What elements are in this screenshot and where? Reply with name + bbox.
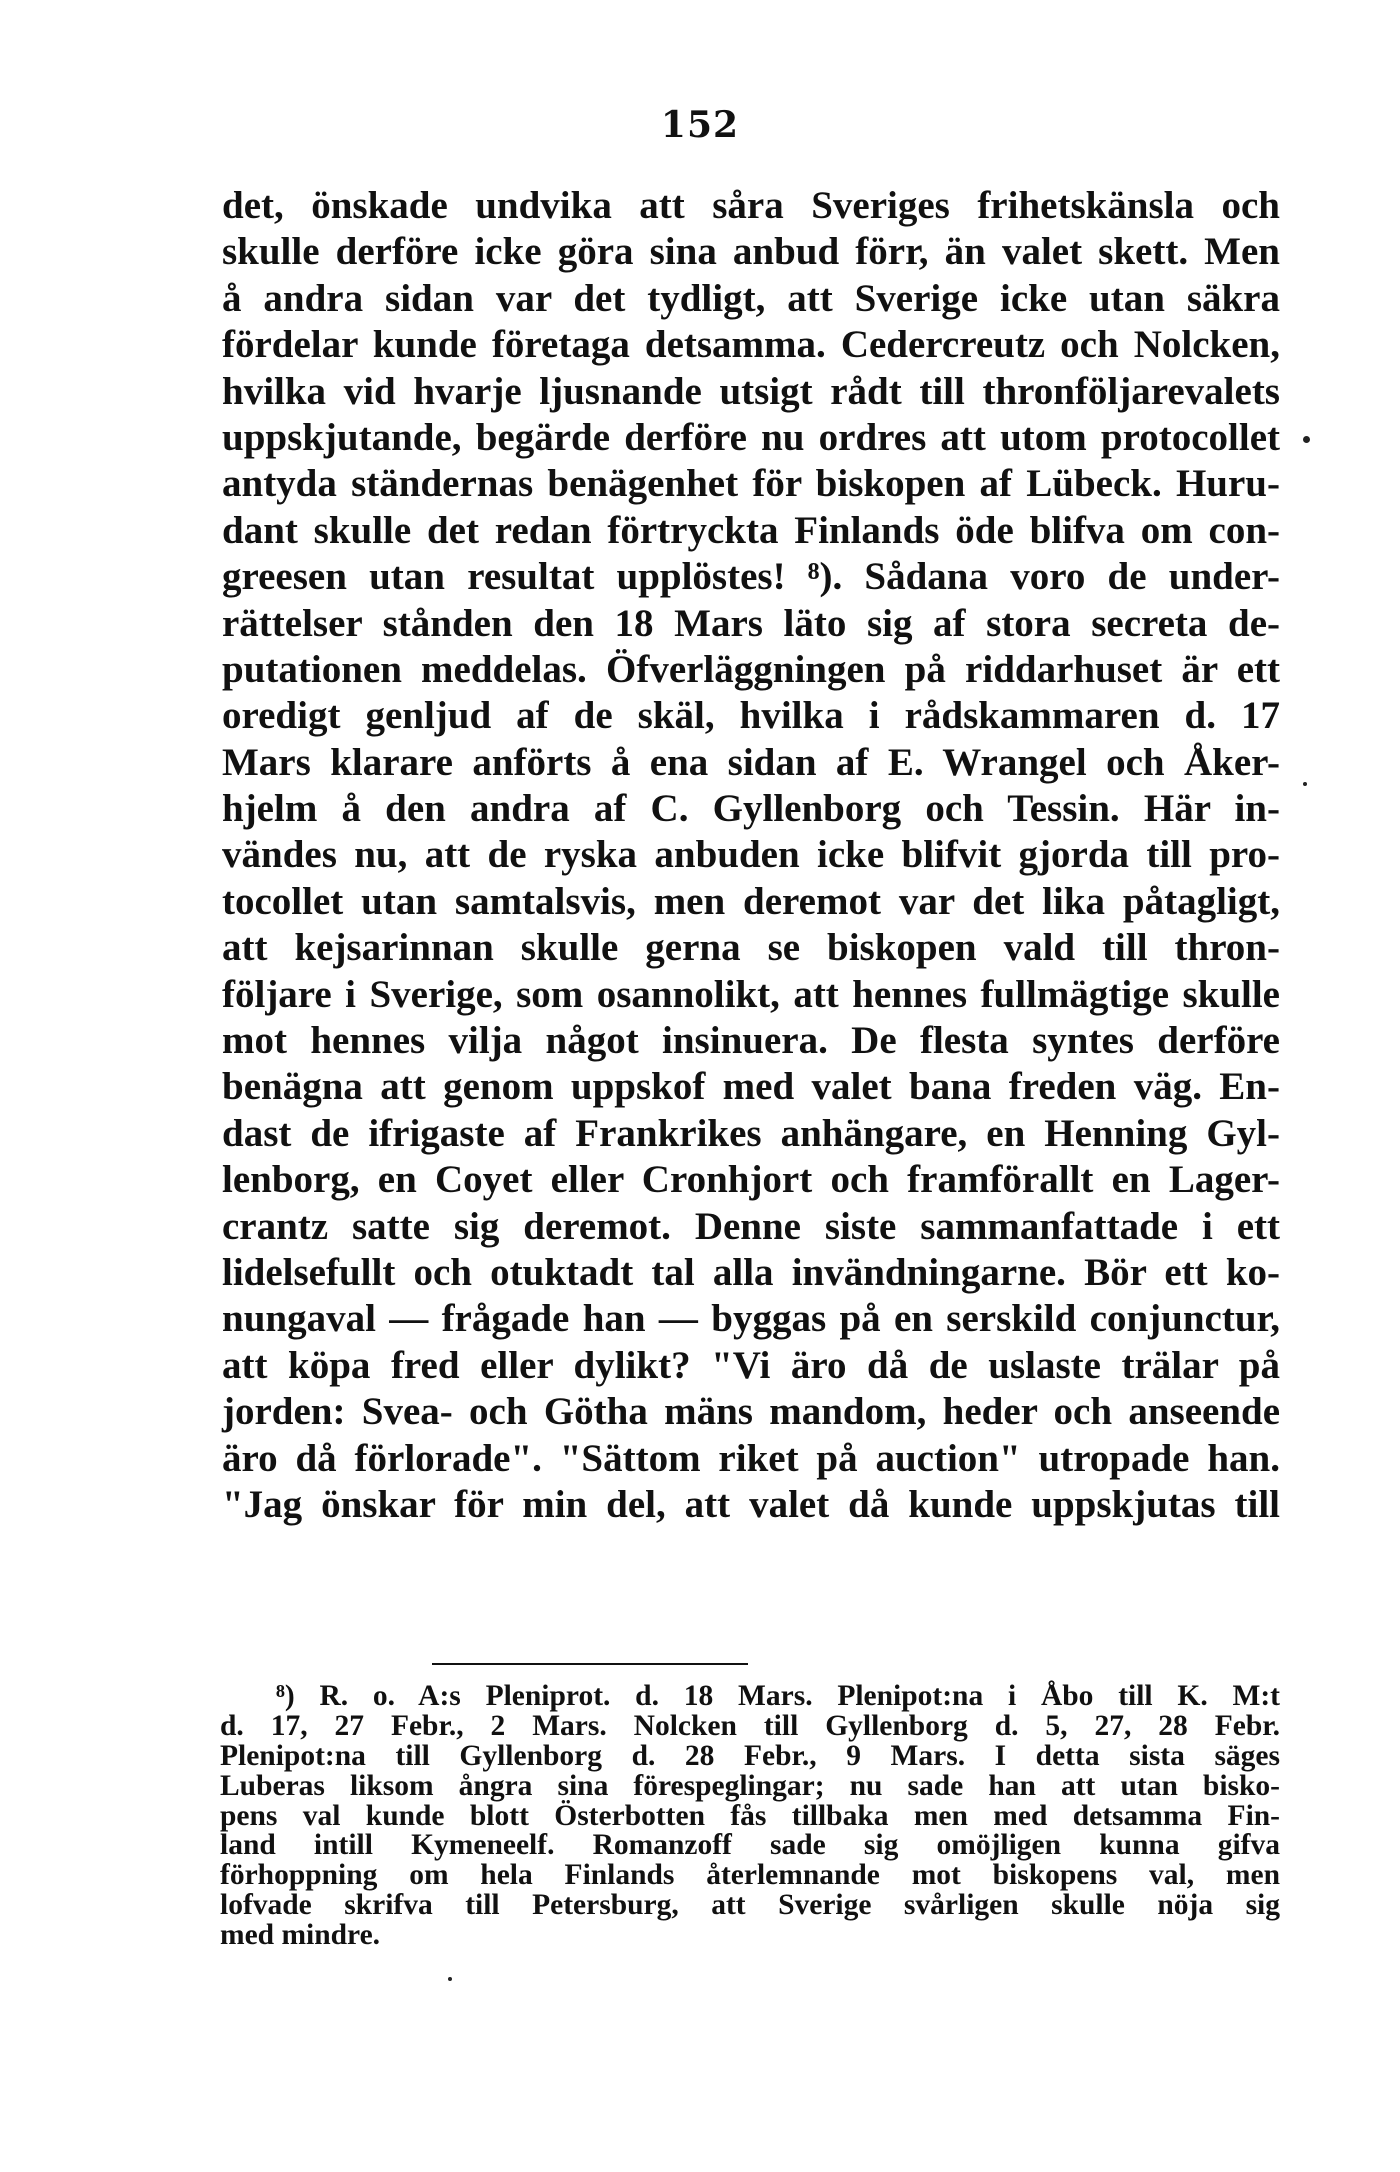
body-line: lenborg, en Coyet eller Cronhjort och framförallt en Lager-	[222, 1158, 1280, 1202]
body-line: crantz satte sig deremot. Denne siste sammanfattade i ett	[222, 1204, 1280, 1248]
body-line: hjelm å den andra af C. Gyllenborg och Tessin. Här in-	[222, 787, 1280, 831]
footnote-line: land intill Kymeneelf. Romanzoff sade sig omöjligen kunna gifva	[220, 1829, 1280, 1862]
body-line: mot hennes vilja något insinuera. De flesta syntes derföre	[222, 1019, 1280, 1063]
body-line: dast de ifrigaste af Frankrikes anhängare, en Henning Gyl-	[222, 1111, 1280, 1155]
footnote-line: Luberas liksom ångra sina förespeglingar; nu sade han att utan bisko-	[220, 1769, 1280, 1802]
page-number: 152	[660, 104, 740, 146]
body-line: antyda ständernas benägenhet för biskopen af Lübeck. Huru-	[222, 462, 1280, 506]
footnote-line: med mindre.	[220, 1919, 381, 1952]
body-line: oredigt genljud af de skäl, hvilka i rådskammaren d. 17	[222, 694, 1280, 738]
print-speck	[1303, 782, 1307, 786]
body-line: skulle derföre icke göra sina anbud förr, än valet skett. Men	[222, 230, 1280, 274]
body-line: "Jag önskar för min del, att valet då kunde uppskjutas till	[222, 1482, 1280, 1526]
body-line: tocollet utan samtalsvis, men deremot var det lika påtagligt,	[222, 879, 1280, 923]
body-line: å andra sidan var det tydligt, att Sverige icke utan säkra	[222, 276, 1280, 320]
footnote-line: pens val kunde blott Österbotten fås tillbaka men med detsamma Fin-	[220, 1799, 1280, 1832]
body-line: Mars klarare anförts å ena sidan af E. Wrangel och Åker-	[222, 740, 1280, 784]
footnote-line: Plenipot:na till Gyllenborg d. 28 Febr., 9 Mars. I detta sista säges	[220, 1739, 1280, 1772]
body-line: rättelser stånden den 18 Mars läto sig af stora secreta de-	[222, 601, 1280, 645]
body-line: nungaval — frågade han — byggas på en serskild conjunctur,	[222, 1297, 1280, 1341]
body-line: hvilka vid hvarje ljusnande utsigt rådt till thronföljarevalets	[222, 369, 1280, 413]
body-line: lidelsefullt och otuktadt tal alla invändningarne. Bör ett ko-	[222, 1250, 1280, 1294]
footnote-line: förhoppning om hela Finlands återlemnande mot biskopens val, men	[220, 1859, 1280, 1892]
body-line: dant skulle det redan förtryckta Finlands öde blifva om con-	[222, 508, 1280, 552]
body-line: uppskjutande, begärde derföre nu ordres att utom protocollet	[222, 415, 1280, 459]
body-text	[222, 183, 1280, 1528]
body-line: benägna att genom uppskof med valet bana freden väg. En-	[222, 1065, 1280, 1109]
footnote	[220, 1682, 1280, 1951]
print-speck	[448, 1977, 452, 1981]
body-line: fördelar kunde företaga detsamma. Cedercreutz och Nolcken,	[222, 323, 1280, 367]
body-line: det, önskade undvika att såra Sveriges frihetskänsla och	[222, 184, 1280, 227]
body-line: äro då förlorade". "Sättom riket på auction" utropade han.	[222, 1436, 1280, 1480]
body-line: att köpa fred eller dylikt? "Vi äro då de uslaste trälar på	[222, 1343, 1280, 1387]
body-line: följare i Sverige, som osannolikt, att hennes fullmägtige skulle	[222, 972, 1280, 1016]
print-speck	[1303, 436, 1310, 443]
body-line: greesen utan resultat upplöstes! ⁸). Sådana voro de under-	[222, 555, 1280, 599]
body-line: att kejsarinnan skulle gerna se biskopen vald till thron-	[222, 926, 1280, 970]
body-line: jorden: Svea- och Götha mäns mandom, heder och anseende	[222, 1390, 1280, 1434]
footnote-line: d. 17, 27 Febr., 2 Mars. Nolcken till Gyllenborg d. 5, 27, 28 Febr.	[220, 1709, 1280, 1742]
footnote-line: ⁸) R. o. A:s Pleniprot. d. 18 Mars. Plenipot:na i Åbo till K. M:t	[276, 1680, 1280, 1712]
footnote-line: lofvade skrifva till Petersburg, att Sverige svårligen skulle nöja sig	[220, 1889, 1280, 1922]
body-line: putationen meddelas. Öfverläggningen på riddarhuset är ett	[222, 647, 1280, 691]
body-line: vändes nu, att de ryska anbuden icke blifvit gjorda till pro-	[222, 833, 1280, 877]
footnote-divider	[432, 1663, 748, 1665]
